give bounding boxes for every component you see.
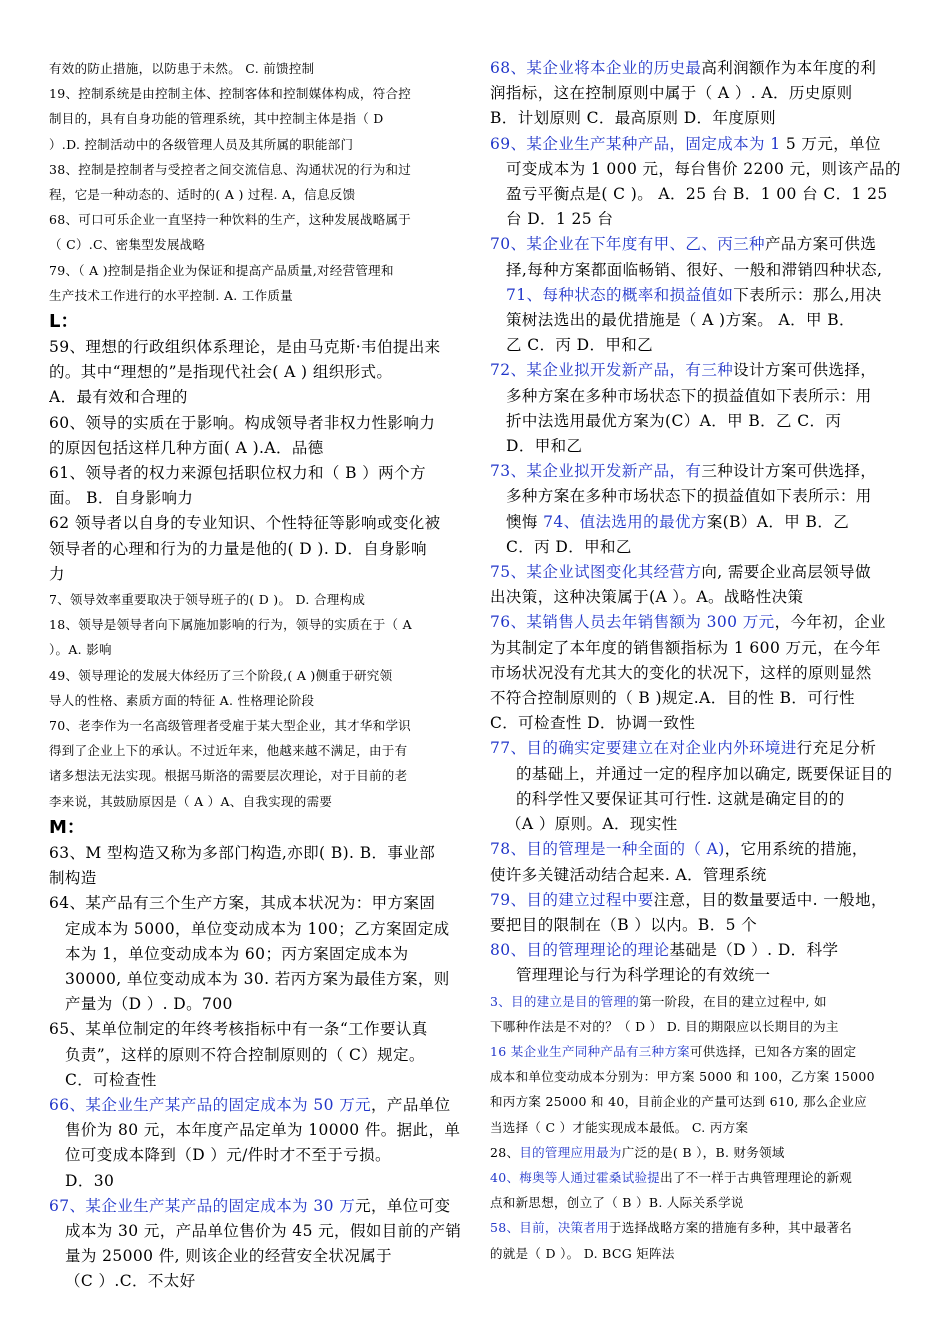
highlighted-text: 16 某企业生产同种产品有三种方案 xyxy=(490,1043,690,1059)
highlighted-text: 73、某企业拟开发新产品，有 xyxy=(490,462,702,481)
line-text: D．30 xyxy=(65,1171,115,1190)
line-text: D．甲和乙 xyxy=(506,437,583,456)
text-line xyxy=(49,511,462,536)
line-text: 可变成本为 1 000 元，每台售价 2200 元，则该产品的 xyxy=(506,159,901,178)
highlighted-text: 71、每种状态的概率和损益值如 xyxy=(506,285,734,304)
line-text: 设计方案可供选择， xyxy=(733,361,877,380)
text-line xyxy=(49,132,462,157)
text-line xyxy=(490,308,910,333)
line-text: 18、领导是领导者向下属施加影响的行为，领导的实质在于（ A xyxy=(49,617,412,633)
line-text: （A ）原则。A．现实性 xyxy=(506,815,678,834)
line-text: 产量为（D ）. D。700 xyxy=(65,995,233,1014)
text-line xyxy=(490,1215,910,1240)
text-line xyxy=(490,106,910,131)
line-text: 使许多关键活动结合起来. A．管理系统 xyxy=(490,865,767,884)
text-line xyxy=(490,510,910,535)
text-line xyxy=(49,713,462,738)
highlighted-text: 67、某企业生产某产品的固定成本为 30 万 xyxy=(49,1196,356,1215)
line-text-tail: 案(B）A．甲 B．乙 xyxy=(706,512,850,531)
line-text: 的。其中“理想的”是指现代社会( A ) 组织形式。 xyxy=(49,363,393,382)
text-line xyxy=(49,612,462,637)
text-line xyxy=(49,1269,462,1294)
text-line xyxy=(49,182,462,207)
highlighted-text: 68、某企业将本企业的历史最 xyxy=(490,59,702,77)
highlighted-text: 77、目的确实定要建立在对企业内外环境进 xyxy=(490,739,797,758)
highlighted-text: 目的管理应用最为 xyxy=(519,1144,622,1160)
text-line xyxy=(490,409,910,434)
text-line xyxy=(490,56,910,81)
text-line xyxy=(490,963,910,988)
text-line xyxy=(490,686,910,711)
text-line xyxy=(49,1043,462,1068)
text-line xyxy=(490,863,910,888)
line-text: 面。 B．自身影响力 xyxy=(49,489,194,508)
line-text: 为其制定了本年度的销售额指标为 1 600 万元，在今年 xyxy=(490,638,881,657)
text-line xyxy=(49,207,462,232)
line-text: 行充足分析 xyxy=(796,739,877,758)
text-line xyxy=(49,360,462,385)
line-text: 的科学性又要保证其可行性. 这就是确定目的的 xyxy=(516,789,845,808)
text-line xyxy=(49,1068,462,1093)
line-text: 60、领导的实质在于影响。构成领导者非权力性影响力 xyxy=(49,413,436,432)
line-text: 下表所示：那么,用决 xyxy=(733,285,882,304)
line-text: 的基础上，并通过一定的程序加以确定, 既要保证目的 xyxy=(516,764,893,783)
line-text: 64、某产品有三个生产方案，其成本状况为：甲方案固 xyxy=(49,894,436,913)
line-text: 择,每种方案都面临畅销、很好、一般和滞销四种状态, xyxy=(506,260,883,279)
text-line xyxy=(490,1064,910,1089)
text-line xyxy=(490,711,910,736)
line-text: 量为 25000 件, 则该企业的经营安全状况属于 xyxy=(65,1247,393,1266)
text-line xyxy=(490,258,910,283)
line-text: 向, 需要企业高层领导做 xyxy=(701,563,871,582)
line-text: 38、控制是控制者与受控者之间交流信息、沟通状况的行为和过 xyxy=(49,161,412,177)
text-line xyxy=(490,736,910,761)
text-line xyxy=(49,436,462,461)
highlighted-text: 3、目的建立是目的管理的 xyxy=(490,993,640,1009)
line-text: 高利润额作为本年度的利 xyxy=(701,59,877,77)
text-line xyxy=(490,358,910,383)
text-line xyxy=(490,661,910,686)
line-text: 61、领导者的权力来源包括职位权力和（ B ）两个方 xyxy=(49,464,426,483)
line-text: 定成本为 5000，单位变动成本为 100；乙方案固定成 xyxy=(65,919,450,938)
line-text: 65、某单位制定的年终考核指标中有一条“工作要认真 xyxy=(49,1020,428,1039)
line-text: 制目的，具有自身功能的管理系统，其中控制主体是指（ D xyxy=(49,111,384,127)
text-line xyxy=(49,1194,462,1219)
line-text: 导人的性格、素质方面的特征 A. 性格理论阶段 xyxy=(49,692,315,708)
text-line xyxy=(49,1169,462,1194)
line-text: 要把目的限制在（B ）以内。B．5 个 xyxy=(490,915,758,934)
text-line xyxy=(490,938,910,963)
line-text: 制构造 xyxy=(49,869,97,888)
line-text: 68、可口可乐企业一直坚持一种饮料的生产，这种发展战略属于 xyxy=(49,212,412,228)
text-line xyxy=(49,106,462,131)
line-text: 30000, 单位变动成本为 30. 若丙方案为最佳方案，则 xyxy=(65,969,450,988)
line-text: 79、（ A )控制是指企业为保证和提高产品质量,对经营管理和 xyxy=(49,262,394,278)
section-heading xyxy=(49,814,462,841)
text-line xyxy=(49,738,462,763)
text-line xyxy=(490,610,910,635)
text-line xyxy=(490,434,910,459)
text-line xyxy=(49,385,462,410)
text-line xyxy=(49,1219,462,1244)
line-text: 于选择战略方案的措施有多种，其中最著名 xyxy=(608,1220,853,1236)
text-line xyxy=(49,461,462,486)
line-text: 位可变成本降到（D ）元/件时才不至于亏损。 xyxy=(65,1146,391,1165)
text-line xyxy=(490,157,910,182)
text-line xyxy=(490,232,910,257)
line-text: 不符合控制原则的（ B )规定.A．目的性 B．可行性 xyxy=(490,689,856,708)
line-text: 多种方案在多种市场状态下的损益值如下表所示：用 xyxy=(506,386,872,405)
line-text: 有效的防止措施，以防患于未然。 C. 前馈控制 xyxy=(49,61,315,76)
line-text: 台 D．1 25 台 xyxy=(506,210,614,229)
line-text: 49、领导理论的发展大体经历了三个阶段,( A )侧重于研究领 xyxy=(49,667,393,683)
text-line xyxy=(490,484,910,509)
text-line xyxy=(490,837,910,862)
text-line xyxy=(49,1017,462,1042)
line-text: 乙 C．丙 D．甲和乙 xyxy=(506,336,654,355)
text-line xyxy=(490,132,910,157)
line-text: 市场状况没有尤其大的变化的状况下，这样的原则显然 xyxy=(490,663,872,682)
line-text: 本为 1，单位变动成本为 60；丙方案固定成本为 xyxy=(65,944,409,963)
text-line xyxy=(490,459,910,484)
text-line xyxy=(49,841,462,866)
line-text: 成本为 30 元，产品单位售价为 45 元，假如目前的产销 xyxy=(65,1221,462,1240)
highlighted-text: 70、某企业在下年度有甲、乙、丙三种 xyxy=(490,235,765,254)
text-line xyxy=(490,560,910,585)
text-line xyxy=(490,1089,910,1114)
line-text: 28、 xyxy=(490,1144,520,1160)
text-line xyxy=(490,1190,910,1215)
text-line xyxy=(490,283,910,308)
text-line xyxy=(490,812,910,837)
text-line xyxy=(49,232,462,257)
text-line xyxy=(490,1241,910,1266)
text-line xyxy=(490,762,910,787)
text-line xyxy=(49,1244,462,1269)
text-line xyxy=(49,283,462,308)
highlighted-text: 78、目的管理是一种全面的（ A) xyxy=(490,840,725,859)
text-line xyxy=(49,258,462,283)
line-text: 三种设计方案可供选择， xyxy=(701,462,877,481)
line-text: 负责”，这样的原则不符合控制原则的（ C）规定。 xyxy=(65,1045,425,1064)
line-text: 第一阶段，在目的建立过程中, 如 xyxy=(639,993,827,1009)
line-text: 多种方案在多种市场状态下的损益值如下表所示：用 xyxy=(506,487,872,506)
line-text: L： xyxy=(49,311,79,333)
text-line xyxy=(49,56,462,81)
text-line xyxy=(490,81,910,106)
line-text: 70、老李作为一名高级管理者受雇于某大型企业，其才华和学识 xyxy=(49,718,412,734)
text-line xyxy=(49,917,462,942)
line-text: C．可检查性 D．协调一致性 xyxy=(490,714,696,733)
text-line xyxy=(490,1165,910,1190)
line-text: （C ）.C．不太好 xyxy=(65,1272,196,1291)
line-text: C．可检查性 xyxy=(65,1070,157,1089)
text-line xyxy=(49,866,462,891)
highlighted-text: 79、目的建立过程中要 xyxy=(490,890,654,909)
text-line xyxy=(490,1014,910,1039)
line-text: 下哪种作法是不对的？（ D ） D. 目的期限应以长期目的为主 xyxy=(490,1018,839,1034)
line-text: 管理理论与行为科学理论的有效统一 xyxy=(516,966,771,985)
line-text: 7、领导效率重要取决于领导班子的( D )。 D. 合理构成 xyxy=(49,592,366,608)
text-line xyxy=(490,787,910,812)
line-text: M： xyxy=(49,816,85,838)
line-text: 的原因包括这样几种方面( A ).A．品德 xyxy=(49,438,324,457)
text-line xyxy=(49,157,462,182)
line-text: 生产技术工作进行的水平控制. A. 工作质量 xyxy=(49,287,294,303)
text-line xyxy=(49,891,462,916)
line-text: C．丙 D．甲和乙 xyxy=(506,537,632,556)
text-line xyxy=(49,967,462,992)
line-text: 59、理想的行政组织体系理论，是由马克斯·韦伯提出来 xyxy=(49,338,441,357)
highlighted-text: 76、某销售人员去年销售额为 300 万元 xyxy=(490,613,775,632)
highlighted-text: 72、某企业拟开发新产品，有三种 xyxy=(490,361,734,380)
line-text: 5 万元，单位 xyxy=(780,134,881,153)
line-text: 懊悔 xyxy=(506,512,544,531)
line-text: 成本和单位变动成本分别为：甲方案 5000 和 100，乙方案 15000 xyxy=(490,1069,875,1085)
line-text: 折中法选用最优方案为(C）A．甲 B．乙 C．丙 xyxy=(506,411,842,430)
text-line xyxy=(49,763,462,788)
right-column xyxy=(490,56,910,1266)
text-line xyxy=(49,486,462,511)
text-line xyxy=(490,207,910,232)
text-line xyxy=(49,688,462,713)
line-text: 润指标，这在控制原则中属于（ A ）. A．历史原则 xyxy=(490,84,853,103)
text-line xyxy=(49,663,462,688)
text-line xyxy=(490,333,910,358)
line-text: ，产品单位 xyxy=(371,1095,451,1114)
line-text: 可供选择，已知各方案的固定 xyxy=(689,1043,857,1059)
section-heading xyxy=(49,308,462,335)
text-line xyxy=(490,1039,910,1064)
text-line xyxy=(49,335,462,360)
line-text: ）.D. 控制活动中的各级管理人员及其所属的职能部门 xyxy=(49,136,354,152)
line-text: 诸多想法无法实现。根据马斯洛的需要层次理论，对于目前的老 xyxy=(49,768,408,784)
line-text: 程，它是一种动态的、适时的( A ) 过程. A，信息反馈 xyxy=(49,187,356,203)
text-line xyxy=(49,1118,462,1143)
text-line xyxy=(490,535,910,560)
line-text: 基础是（D ）. D．科学 xyxy=(669,941,839,960)
highlighted-text: 69、某企业生产某种产品，固定成本为 1 xyxy=(490,134,781,153)
text-line xyxy=(49,1093,462,1118)
highlighted-text: 58、目前，决策者用 xyxy=(490,1220,609,1236)
line-text: 62 领导者以自身的专业知识、个性特征等影响或变化被 xyxy=(49,514,441,533)
text-line xyxy=(49,587,462,612)
highlighted-text: 40、梅奥等人通过霍桑试验提 xyxy=(490,1169,661,1185)
line-text: 售价为 80 元，本年度产品定单为 10000 件。据此，单 xyxy=(65,1121,461,1140)
text-line xyxy=(490,888,910,913)
left-column xyxy=(49,56,462,1295)
highlighted-text: 74、值法选用的最优方 xyxy=(543,512,707,531)
highlighted-text: 75、某企业试图变化其经营方 xyxy=(490,563,702,582)
line-text-tail: 广泛的是( B ），B. 财务领域 xyxy=(621,1144,785,1160)
line-text: （ C）.C、密集型发展战略 xyxy=(49,237,206,253)
line-text: ）。A. 影响 xyxy=(49,642,112,658)
text-line xyxy=(49,789,462,814)
text-line xyxy=(490,636,910,661)
text-line xyxy=(490,989,910,1014)
text-line xyxy=(49,411,462,436)
text-line xyxy=(49,1143,462,1168)
text-line xyxy=(490,1140,910,1165)
text-line xyxy=(490,384,910,409)
line-text-tail: 出了不一样于古典管理理论的新观 xyxy=(660,1169,853,1185)
text-line xyxy=(49,537,462,562)
line-text: 产品方案可供选 xyxy=(764,235,877,254)
text-line xyxy=(490,913,910,938)
line-text: 当选择（ C ）才能实现成本最低。 C. 丙方案 xyxy=(490,1119,749,1135)
text-line xyxy=(49,942,462,967)
line-text: 领导者的心理和行为的力量是他的( D ). D．自身影响 xyxy=(49,539,427,558)
text-line xyxy=(49,562,462,587)
text-line xyxy=(490,585,910,610)
line-text: 点和新思想，创立了（ B ）B. 人际关系学说 xyxy=(490,1195,744,1211)
text-line xyxy=(490,182,910,207)
text-line xyxy=(49,992,462,1017)
line-text: 盈亏平衡点是( C )。 A．25 台 B．1 00 台 C．1 25 xyxy=(506,185,888,204)
text-line xyxy=(49,637,462,662)
line-text: 策树法选出的最优措施是（ A )方案。 A．甲 B． xyxy=(506,311,855,330)
highlighted-text: 80、目的管理理论的理论 xyxy=(490,941,670,960)
line-text: 注意，目的数量要适中. 一般地， xyxy=(653,890,887,909)
line-text: 和丙方案 25000 和 40，目前企业的产量可达到 610, 那么企业应 xyxy=(490,1094,867,1110)
line-text: 李来说，其鼓励原因是（ A ）A、自我实现的需要 xyxy=(49,793,333,809)
line-text: 得到了企业上下的承认。不过近年来，他越来越不满足，由于有 xyxy=(49,743,408,759)
line-text: 元，单位可变 xyxy=(355,1196,451,1215)
line-text: 的就是（ D ）。 D. BCG 矩阵法 xyxy=(490,1245,675,1261)
line-text: ，今年初，企业 xyxy=(774,613,886,632)
line-text: 19、控制系统是由控制主体、控制客体和控制媒体构成，符合控 xyxy=(49,86,412,102)
line-text: ，它用系统的措施， xyxy=(724,840,868,859)
line-text: 63、M 型构造又称为多部门构造,亦即( B). B．事业部 xyxy=(49,843,436,862)
highlighted-text: 66、某企业生产某产品的固定成本为 50 万元 xyxy=(49,1095,372,1114)
line-text: A．最有效和合理的 xyxy=(49,388,188,407)
line-text: B．计划原则 C．最高原则 D．年度原则 xyxy=(490,109,777,128)
text-line xyxy=(49,81,462,106)
line-text: 力 xyxy=(49,564,65,583)
line-text: 出决策，这种决策属于(A ）。A。战略性决策 xyxy=(490,588,804,607)
text-line xyxy=(490,1115,910,1140)
